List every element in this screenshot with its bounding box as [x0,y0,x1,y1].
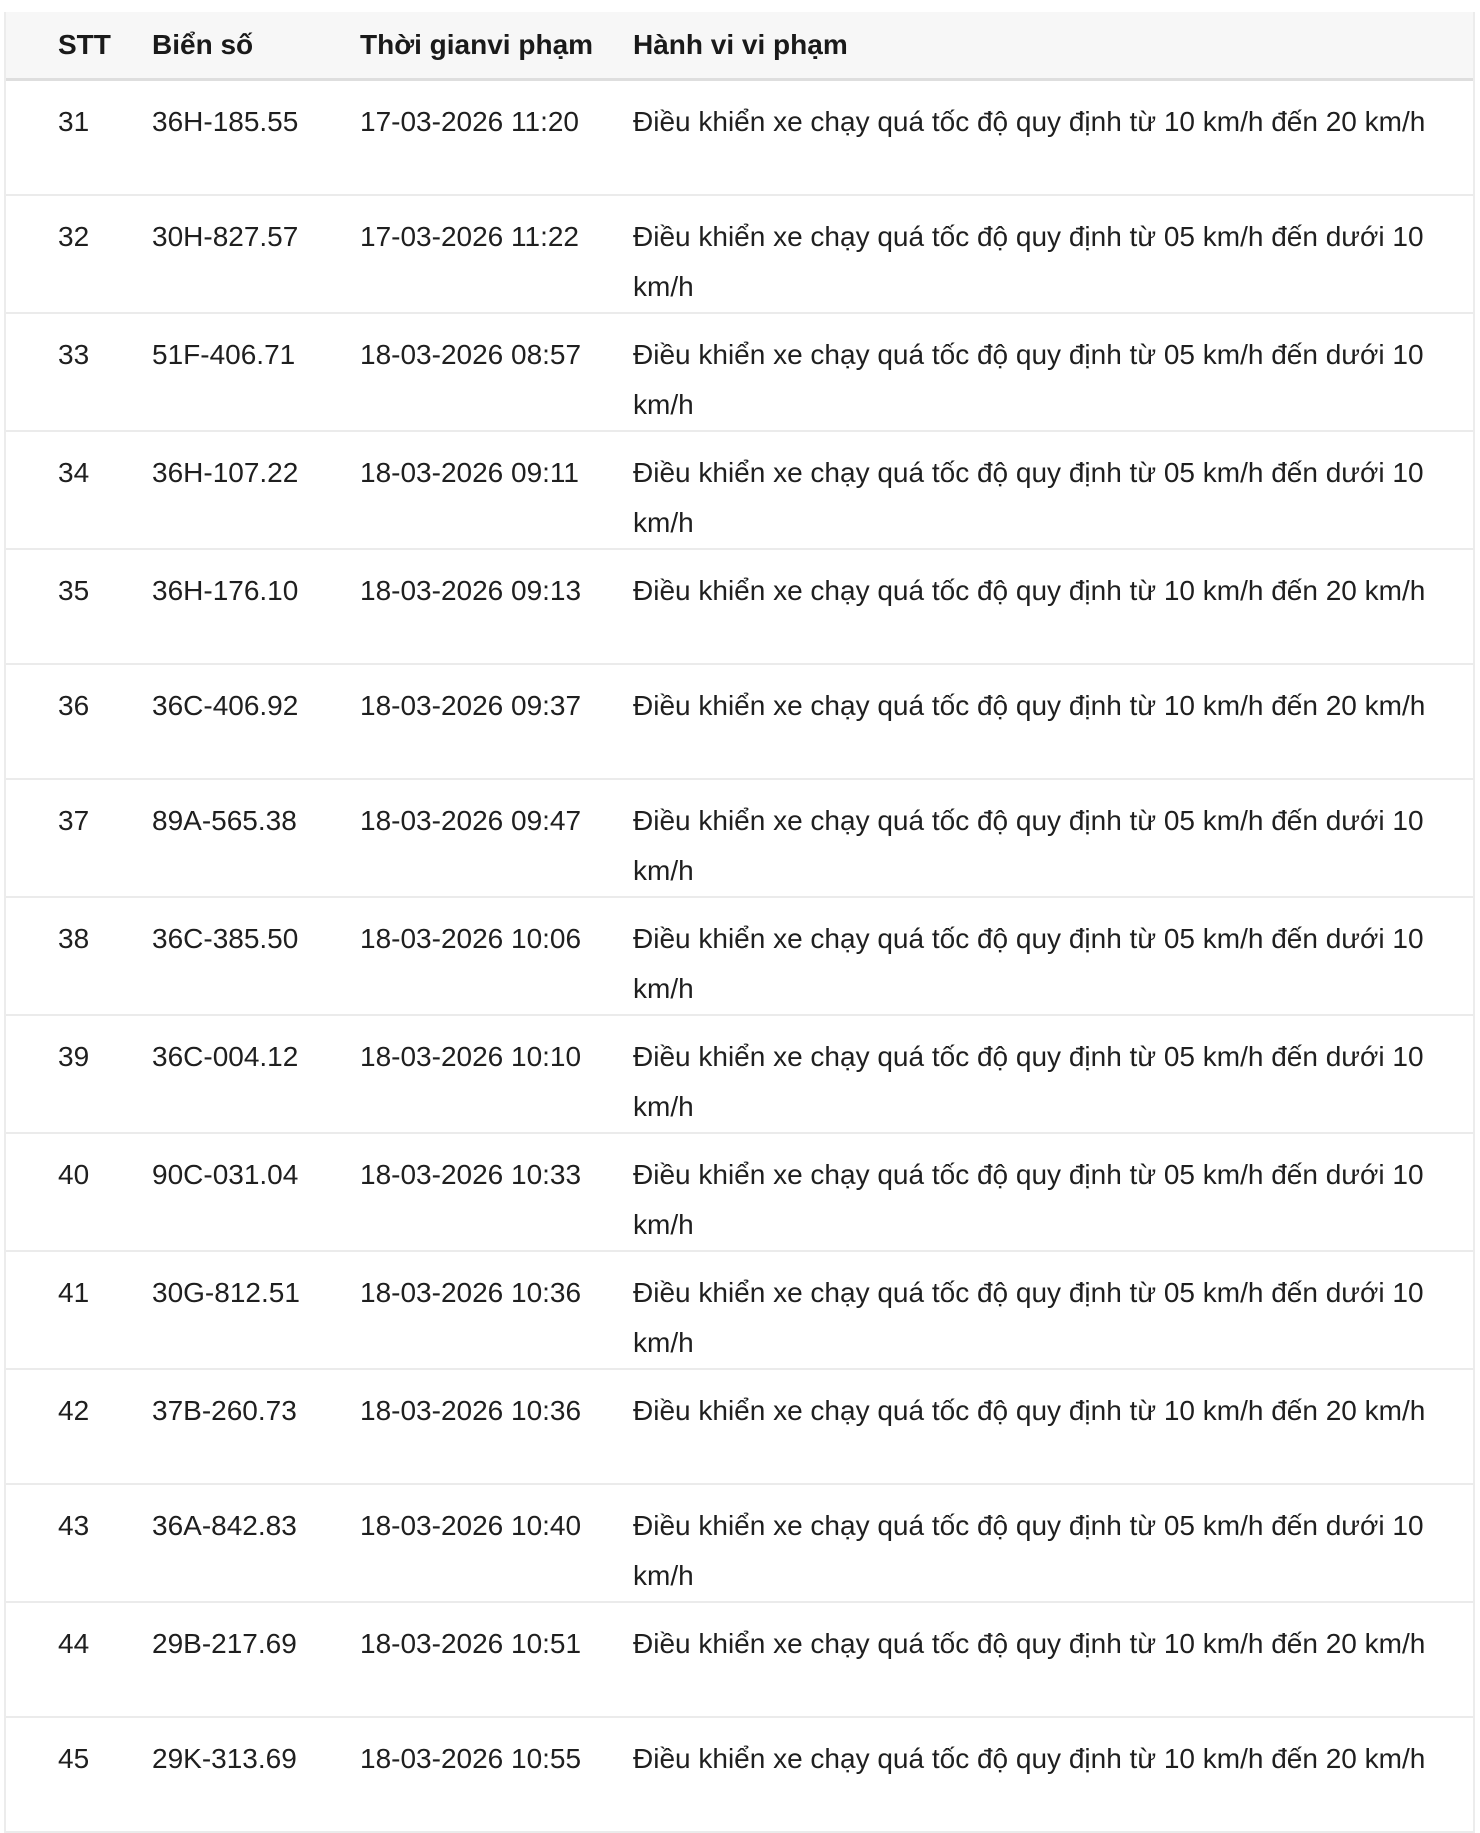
column-header-plate: Biển số [152,12,360,80]
plate-cell: 30H-827.57 [152,195,360,313]
violation-behavior-cell: Điều khiển xe chạy quá tốc độ quy định từ 10 km/h đến 20 km/h [633,1602,1473,1717]
table-row [6,195,1473,313]
plate-cell: 36C-385.50 [152,897,360,1015]
stt-cell: 40 [6,1133,152,1251]
violation-time-cell: 18-03-2026 10:40 [360,1484,633,1602]
stt-cell: 31 [6,80,152,195]
plate-cell: 36H-176.10 [152,549,360,664]
table-row [6,1369,1473,1484]
violation-behavior-cell: Điều khiển xe chạy quá tốc độ quy định từ 05 km/h đến dưới 10 km/h [633,1484,1473,1602]
plate-cell: 89A-565.38 [152,779,360,897]
table-row [6,779,1473,897]
violation-time-cell: 18-03-2026 10:36 [360,1251,633,1369]
table-row [6,80,1473,195]
violation-behavior-cell: Điều khiển xe chạy quá tốc độ quy định từ 10 km/h đến 20 km/h [633,1717,1473,1832]
plate-cell: 36A-842.83 [152,1484,360,1602]
violation-behavior-cell: Điều khiển xe chạy quá tốc độ quy định từ 10 km/h đến 20 km/h [633,549,1473,664]
table-row [6,1251,1473,1369]
table-row [6,664,1473,779]
plate-cell: 90C-031.04 [152,1133,360,1251]
table-header [6,12,1473,80]
stt-cell: 32 [6,195,152,313]
stt-cell: 41 [6,1251,152,1369]
table-row [6,1717,1473,1832]
stt-cell: 38 [6,897,152,1015]
violation-behavior-cell: Điều khiển xe chạy quá tốc độ quy định từ 05 km/h đến dưới 10 km/h [633,195,1473,313]
stt-cell: 43 [6,1484,152,1602]
table-row [6,1484,1473,1602]
violation-time-cell: 18-03-2026 09:13 [360,549,633,664]
violation-behavior-cell: Điều khiển xe chạy quá tốc độ quy định từ 10 km/h đến 20 km/h [633,80,1473,195]
violation-behavior-cell: Điều khiển xe chạy quá tốc độ quy định từ 05 km/h đến dưới 10 km/h [633,1133,1473,1251]
violation-time-cell: 18-03-2026 10:55 [360,1717,633,1832]
violation-time-cell: 17-03-2026 11:22 [360,195,633,313]
table-row [6,1602,1473,1717]
violation-time-cell: 18-03-2026 08:57 [360,313,633,431]
plate-cell: 29K-313.69 [152,1717,360,1832]
violations-table-container [4,12,1475,1833]
table-row [6,1133,1473,1251]
stt-cell: 45 [6,1717,152,1832]
violation-time-cell: 17-03-2026 11:20 [360,80,633,195]
violation-time-cell: 18-03-2026 09:11 [360,431,633,549]
stt-cell: 39 [6,1015,152,1133]
table-row [6,549,1473,664]
violation-time-cell: 18-03-2026 09:47 [360,779,633,897]
table-row [6,431,1473,549]
plate-cell: 36H-185.55 [152,80,360,195]
plate-cell: 36C-004.12 [152,1015,360,1133]
column-header-violation-behavior: Hành vi vi phạm [633,12,1473,80]
stt-cell: 36 [6,664,152,779]
violation-behavior-cell: Điều khiển xe chạy quá tốc độ quy định từ 05 km/h đến dưới 10 km/h [633,779,1473,897]
violations-table [6,12,1473,1833]
table-row [6,1015,1473,1133]
table-header-row [6,12,1473,80]
violation-behavior-cell: Điều khiển xe chạy quá tốc độ quy định từ 10 km/h đến 20 km/h [633,664,1473,779]
violation-behavior-cell: Điều khiển xe chạy quá tốc độ quy định từ 05 km/h đến dưới 10 km/h [633,313,1473,431]
plate-cell: 36H-107.22 [152,431,360,549]
plate-cell: 37B-260.73 [152,1369,360,1484]
plate-cell: 36C-406.92 [152,664,360,779]
violation-behavior-cell: Điều khiển xe chạy quá tốc độ quy định từ 05 km/h đến dưới 10 km/h [633,1251,1473,1369]
stt-cell: 37 [6,779,152,897]
violations-table-body [6,80,1473,1832]
violation-time-cell: 18-03-2026 10:06 [360,897,633,1015]
stt-cell: 33 [6,313,152,431]
violation-behavior-cell: Điều khiển xe chạy quá tốc độ quy định từ 05 km/h đến dưới 10 km/h [633,897,1473,1015]
violation-time-cell: 18-03-2026 10:10 [360,1015,633,1133]
column-header-violation-time: Thời gianvi phạm [360,12,633,80]
violation-time-cell: 18-03-2026 10:51 [360,1602,633,1717]
table-row [6,313,1473,431]
violation-time-cell: 18-03-2026 10:33 [360,1133,633,1251]
stt-cell: 44 [6,1602,152,1717]
plate-cell: 29B-217.69 [152,1602,360,1717]
stt-cell: 42 [6,1369,152,1484]
stt-cell: 34 [6,431,152,549]
violation-behavior-cell: Điều khiển xe chạy quá tốc độ quy định từ 05 km/h đến dưới 10 km/h [633,431,1473,549]
plate-cell: 30G-812.51 [152,1251,360,1369]
violation-behavior-cell: Điều khiển xe chạy quá tốc độ quy định từ 10 km/h đến 20 km/h [633,1369,1473,1484]
plate-cell: 51F-406.71 [152,313,360,431]
violation-behavior-cell: Điều khiển xe chạy quá tốc độ quy định từ 05 km/h đến dưới 10 km/h [633,1015,1473,1133]
column-header-stt: STT [6,12,152,80]
table-row [6,897,1473,1015]
violation-time-cell: 18-03-2026 09:37 [360,664,633,779]
violation-time-cell: 18-03-2026 10:36 [360,1369,633,1484]
stt-cell: 35 [6,549,152,664]
